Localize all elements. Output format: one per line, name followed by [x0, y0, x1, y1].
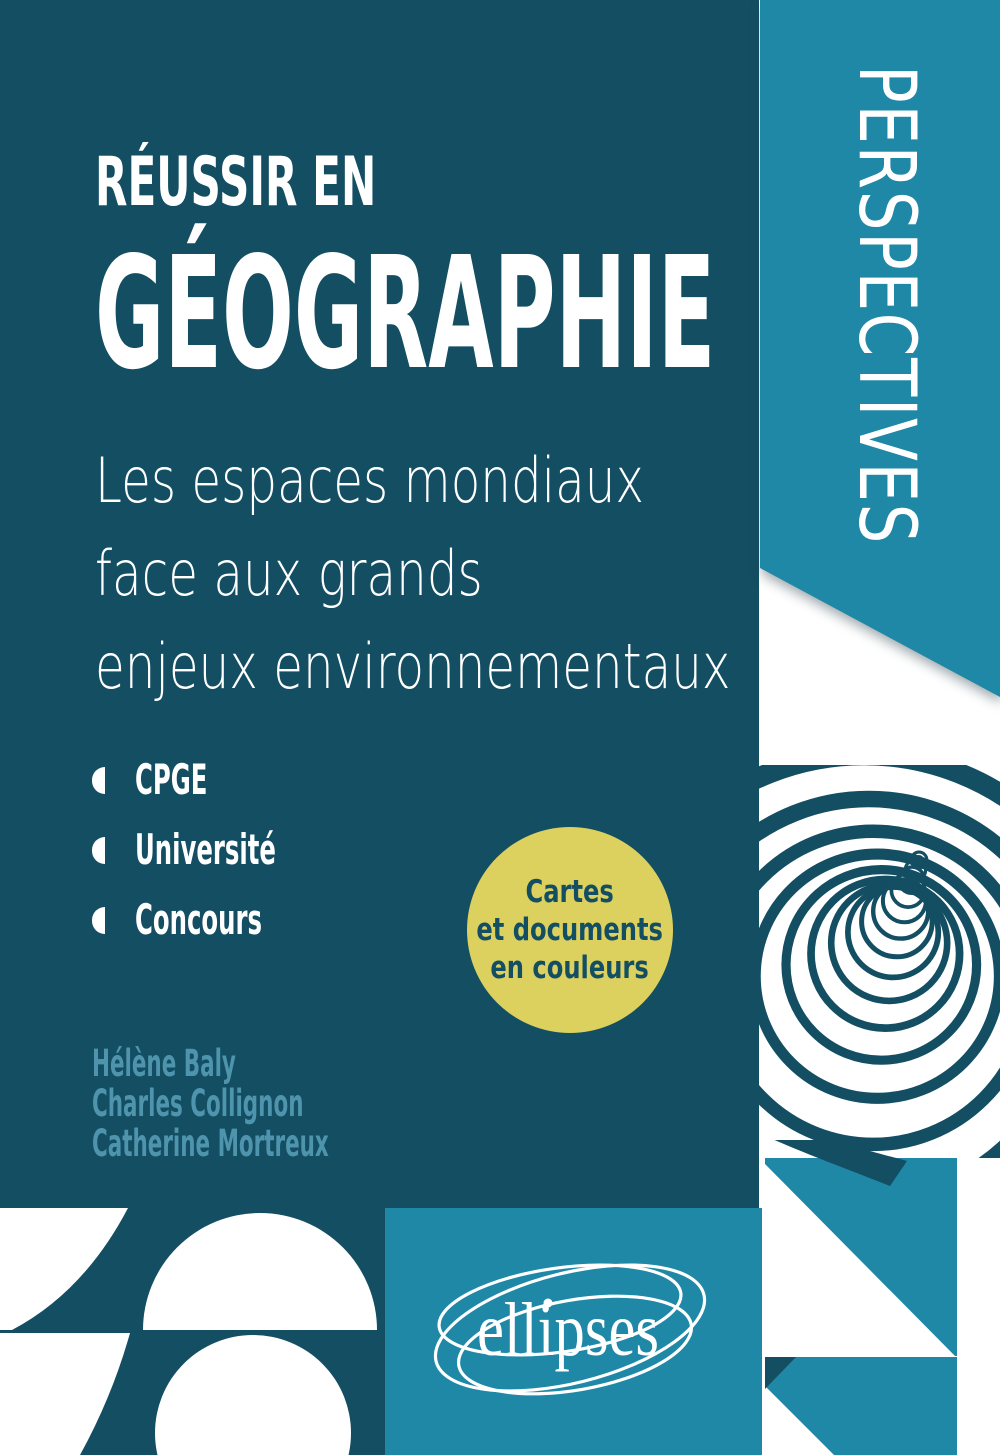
author-name: Hélène Baly — [92, 1042, 236, 1085]
vortex-eye — [914, 855, 924, 865]
subtitle — [95, 434, 910, 713]
subtitle-line-3: enjeux environnementaux — [95, 630, 731, 703]
audience-item-concours — [92, 895, 378, 944]
audience-item-label: Concours — [135, 895, 262, 944]
author-name: Catherine Mortreux — [92, 1122, 329, 1165]
audience-item-universite — [92, 825, 378, 874]
publisher-logo — [435, 1252, 705, 1402]
subtitle-line-2: face aux grands — [95, 537, 483, 610]
title-line-1-text: RÉUSSIR EN — [95, 143, 377, 222]
badge-line-3: en couleurs — [490, 950, 650, 986]
footer-cells-graphic — [0, 1205, 400, 1455]
title-line-1 — [95, 143, 549, 222]
audience-item-cpge — [92, 755, 378, 804]
half-disc-bullet-icon — [92, 837, 105, 864]
badge-line-1: Cartes — [525, 874, 615, 910]
authors-list — [92, 1044, 500, 1164]
title-line-2-text: GÉOGRAPHIE — [95, 223, 716, 404]
publisher-name: ellipses — [477, 1288, 659, 1372]
badge-line-2: et documents — [476, 912, 664, 948]
author-name: Charles Collignon — [92, 1082, 304, 1125]
audience-item-label: CPGE — [135, 755, 208, 804]
title-line-2 — [95, 223, 1000, 404]
subtitle-line-1: Les espaces mondiaux — [95, 444, 644, 517]
half-disc-bullet-icon — [92, 907, 105, 934]
audience-list — [92, 755, 378, 969]
audience-item-label: Université — [135, 825, 276, 874]
corner-squares-graphic — [759, 1140, 1000, 1455]
half-disc-bullet-icon — [92, 767, 105, 794]
collection-label: PERSPECTIVES — [841, 65, 931, 663]
vortex-graphic — [759, 765, 1000, 1158]
color-documents-badge — [467, 827, 673, 1033]
